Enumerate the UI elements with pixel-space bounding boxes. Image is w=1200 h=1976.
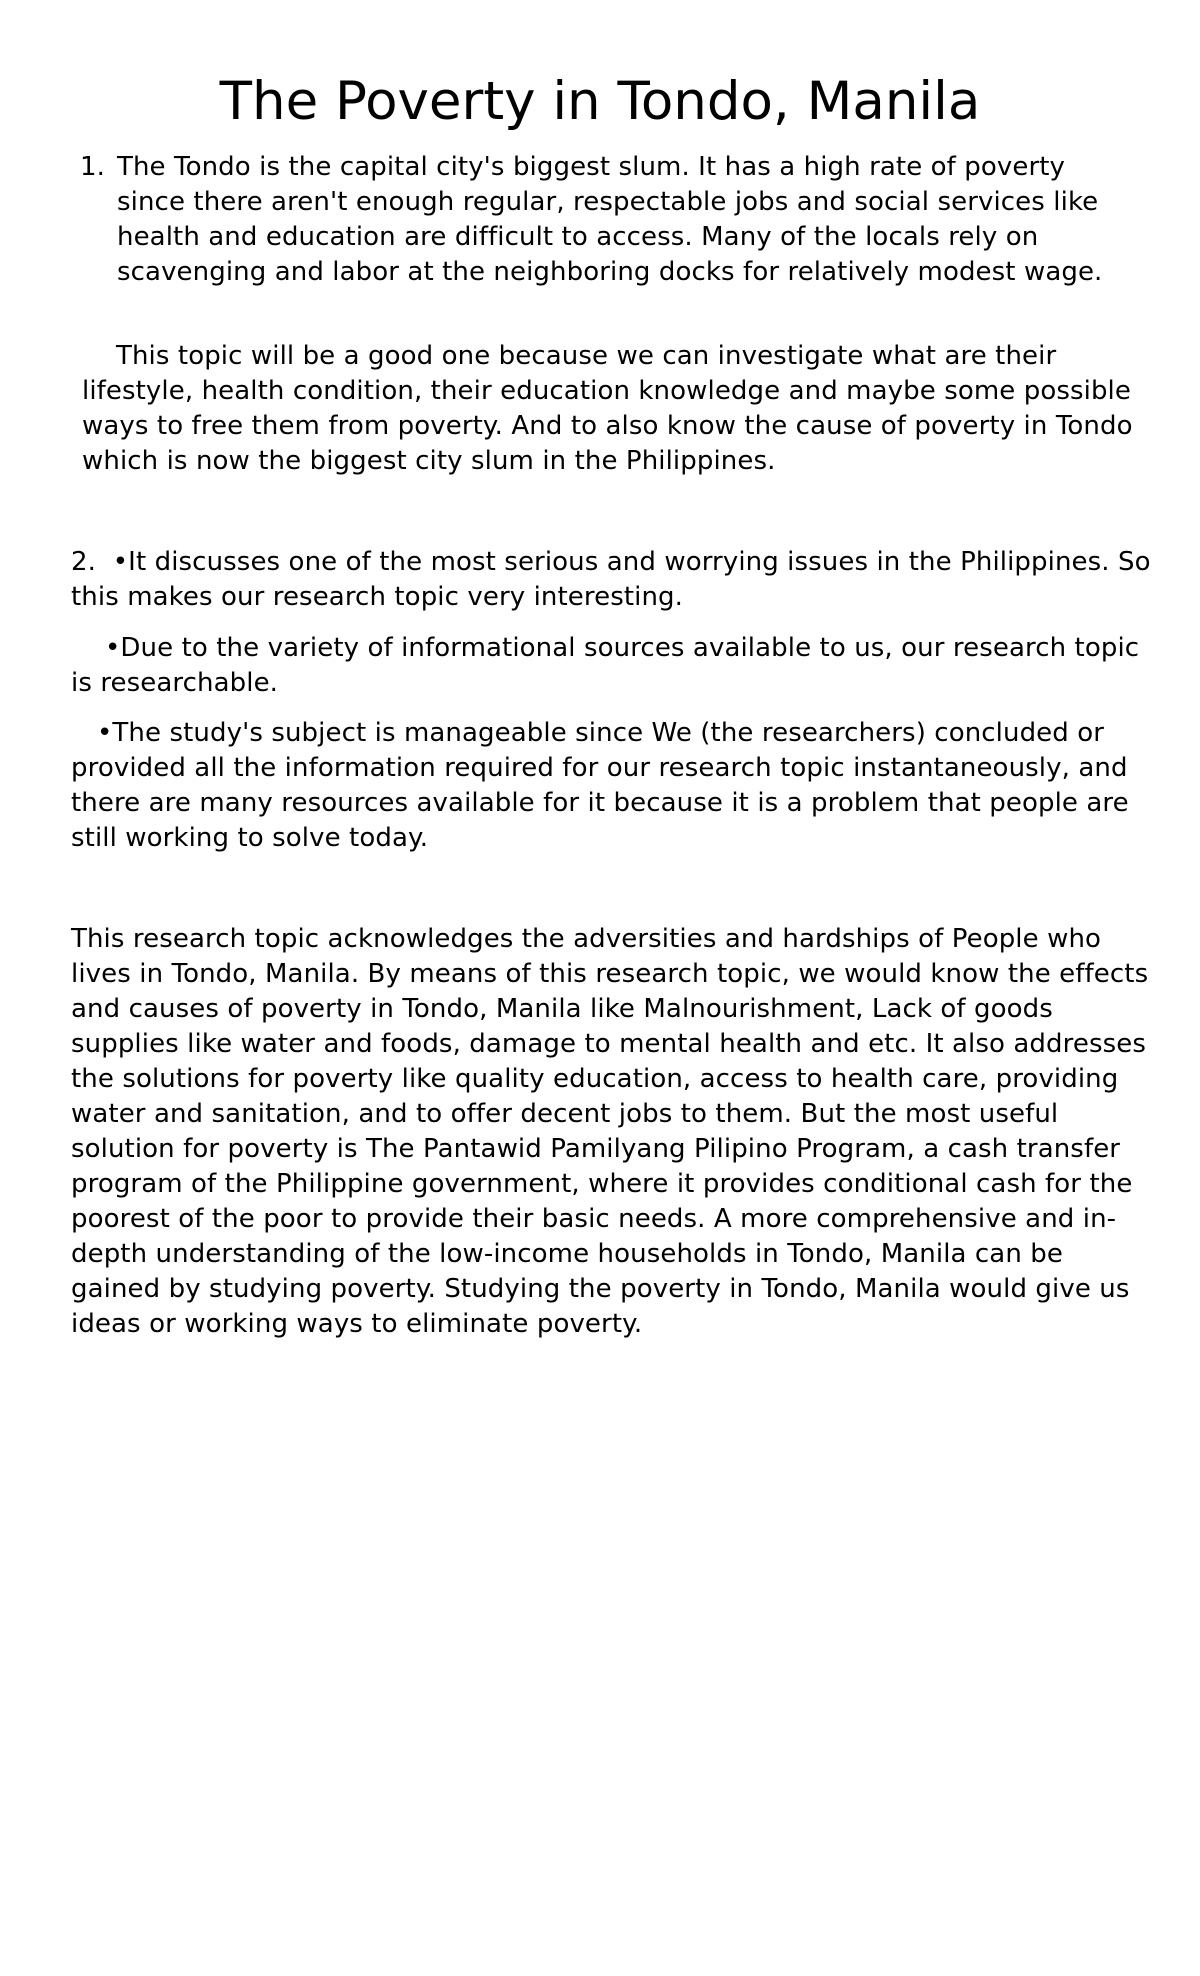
section-1-item — [80, 150, 1140, 290]
section-2-number: 2. — [71, 547, 97, 577]
section-2-bullet-2: •Due to the variety of informational sources available to us, our research topic is researchable. — [71, 633, 1140, 698]
section-2-first-line — [71, 545, 1151, 615]
section-2-bullet-3: •The study's subject is manageable since We (the researchers) concluded or provided all the information required for our research topic instantaneously, and there are many resources available for it because it is a problem that people are still working to solve today. — [71, 718, 1129, 853]
section-1-number: 1. — [80, 152, 106, 182]
section-1-paragraph: This topic will be a good one because we can investigate what are their lifestyle, health condition, their education knowledge and maybe some possible ways to free them from poverty. And to also know the cause of poverty in Tondo which is now the biggest city slum in the Philippines. — [82, 341, 1133, 476]
section-2-bullet-1: •It discusses one of the most serious and worrying issues in the Philippines. So this makes our research topic very interesting. — [71, 547, 1151, 612]
closing-paragraph: This research topic acknowledges the adversities and hardships of People who lives in Tondo, Manila. By means of this research topic, we would know the effects and causes of poverty in Tondo, Manila like Malnourishment, Lack of goods supplies like water and foods, damage to mental health and etc. It also addresses the solutions for poverty like quality education, access to health care, providing water and sanitation, and to offer decent jobs to them. But the most useful solution for poverty is The Pantawid Pamilyang Pilipino Program, a cash transfer program of the Philippine government, where it provides conditional cash for the poorest of the poor to provide their basic needs. A more comprehensive and in-depth understanding of the low-income households in Tondo, Manila can be gained by studying poverty. Studying the poverty in Tondo, Manila would give us ideas or working ways to eliminate poverty. — [71, 924, 1149, 1339]
section-1-text: The Tondo is the capital city's biggest slum. It has a high rate of poverty since there aren't enough regular, respectable jobs and social services like health and education are difficult to access. Many of the locals rely on scavenging and labor at the neighboring docks for relatively modest wage. — [117, 152, 1103, 287]
page-title: The Poverty in Tondo, Manila — [219, 71, 981, 132]
